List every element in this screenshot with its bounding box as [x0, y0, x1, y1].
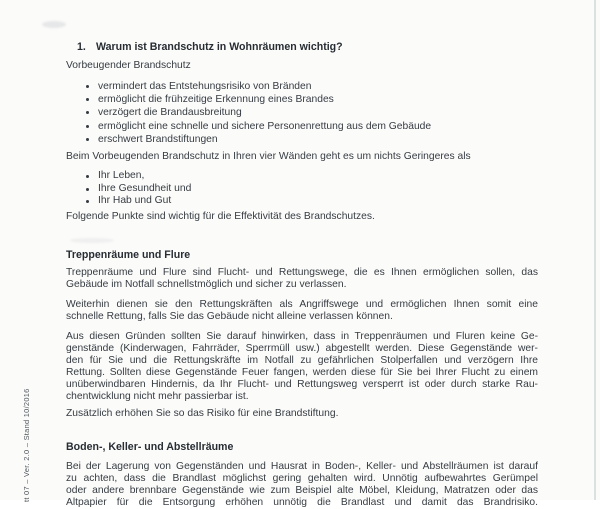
section-title: Treppenräume und Flure [66, 248, 191, 261]
list-item-text: verzögert die Brandausbreitung [98, 107, 242, 119]
intro-line: Vorbeugender Brandschutz [66, 60, 191, 71]
list-item-text: Ihr Leben, [98, 169, 145, 181]
list-item [66, 106, 538, 119]
bullet-list-prevention [66, 80, 538, 146]
bullet-icon [86, 138, 89, 141]
list-item-text: Ihr Hab und Gut [98, 195, 172, 207]
body-line: chentwicklung nicht mehr passierbar ist. [66, 390, 249, 402]
body-line: den für Sie und die Rettungskräfte im Notfall zu gefährlichen Stolperfallen und verzögern Ihre [66, 354, 538, 366]
body-line: Folgende Punkte sind wichtig für die Effektivität des Brandschutzes. [66, 210, 375, 222]
bullet-icon [86, 111, 89, 114]
paragraph [66, 267, 538, 291]
list-item [66, 195, 538, 208]
body-line: oder andere brennbare Gegenstände wie zum Beispiel alte Möbel, Kleidung, Matratzen oder das [66, 484, 538, 496]
body-line: schnelle Rettung, falls Sie das Gebäude nicht alleine verlassen können. [66, 310, 393, 322]
bullet-icon [86, 175, 89, 178]
scan-edge-line [594, 0, 596, 500]
document-version-note: tt 07 – Ver. 2.0 – Stand 10/2016 [22, 388, 31, 502]
body-line: Beim Vorbeugenden Brandschutz in Ihren vier Wänden geht es um nichts Geringeres als [66, 150, 471, 162]
scan-smudge [42, 21, 66, 28]
heading-title: Warum ist Brandschutz in Wohnräumen wichtig? [96, 41, 343, 53]
bullet-icon [86, 200, 89, 203]
document-content [66, 0, 538, 509]
paragraph [66, 461, 538, 509]
heading-number: 1. [77, 41, 86, 53]
body-line: zu achten, dass die Brandlast möglichst gering gehalten wird. Unnötig aufbewahrtes Gerümpel [66, 472, 538, 484]
list-item [66, 133, 538, 146]
bullet-icon [86, 98, 89, 101]
main-heading [77, 41, 538, 53]
body-line: genstände (Kinderwagen, Fahrräder, Sperrmüll usw.) abgestellt werden. Diese Gegenstände wer- [66, 342, 538, 354]
body-line: unüberwindbaren Hindernis, da Ihr Flucht- und Rettungsweg versperrt ist oder durch starke Rau- [66, 378, 538, 390]
bullet-icon [86, 188, 89, 191]
list-item-text: ermöglicht die frühzeitige Erkennung eines Brandes [98, 94, 334, 106]
paragraph [66, 331, 538, 403]
bullet-icon [86, 125, 89, 128]
bullet-icon [86, 85, 89, 88]
list-item [66, 80, 538, 93]
paragraph [66, 408, 538, 420]
body-line: Treppenräume und Flure sind Flucht- und Rettungswege, die es Ihnen ermöglichen sollen, das [66, 266, 538, 278]
body-line: Bei der Lagerung von Gegenständen und Hausrat in Boden-, Keller- und Abstellräumen ist darauf [66, 460, 538, 472]
list-item [66, 93, 538, 106]
list-item [66, 120, 538, 133]
list-item [66, 170, 538, 183]
list-item [66, 183, 538, 196]
list-item-text: erschwert Brandstiftungen [98, 133, 218, 145]
body-line: Weiterhin dienen sie den Rettungskräften als Angriffswege und ermöglichen Ihnen somit eine [66, 298, 538, 310]
section-title: Boden-, Keller- und Abstellräume [66, 440, 234, 453]
body-line: Aus diesen Gründen sollten Sie darauf hinwirken, dass in Treppenräumen und Fluren keine Ge- [66, 330, 538, 342]
body-line: Zusätzlich erhöhen Sie so das Risiko für eine Brandstiftung. [66, 407, 339, 419]
body-line: Rettung. Sollten diese Gegenstände Feuer fangen, werden diese für Sie bei Ihrer Flucht zu einem [66, 366, 538, 378]
list-item-text: ermöglicht eine schnelle und sichere Personenrettung aus dem Gebäude [98, 120, 432, 132]
paragraph [66, 299, 538, 323]
body-line: Gebäude im Notfall schnellstmöglich und sicher zu verlassen. [66, 278, 347, 290]
list-item-text: vermindert das Entstehungsrisiko von Bränden [98, 81, 312, 92]
bullet-list-values [66, 170, 538, 208]
list-item-text: Ihre Gesundheit und [98, 182, 192, 194]
body-line-truncated: Altpapier für die Entsorgung erhöhen unnötig die Brandlast und damit das Brandrisiko. [66, 496, 538, 508]
